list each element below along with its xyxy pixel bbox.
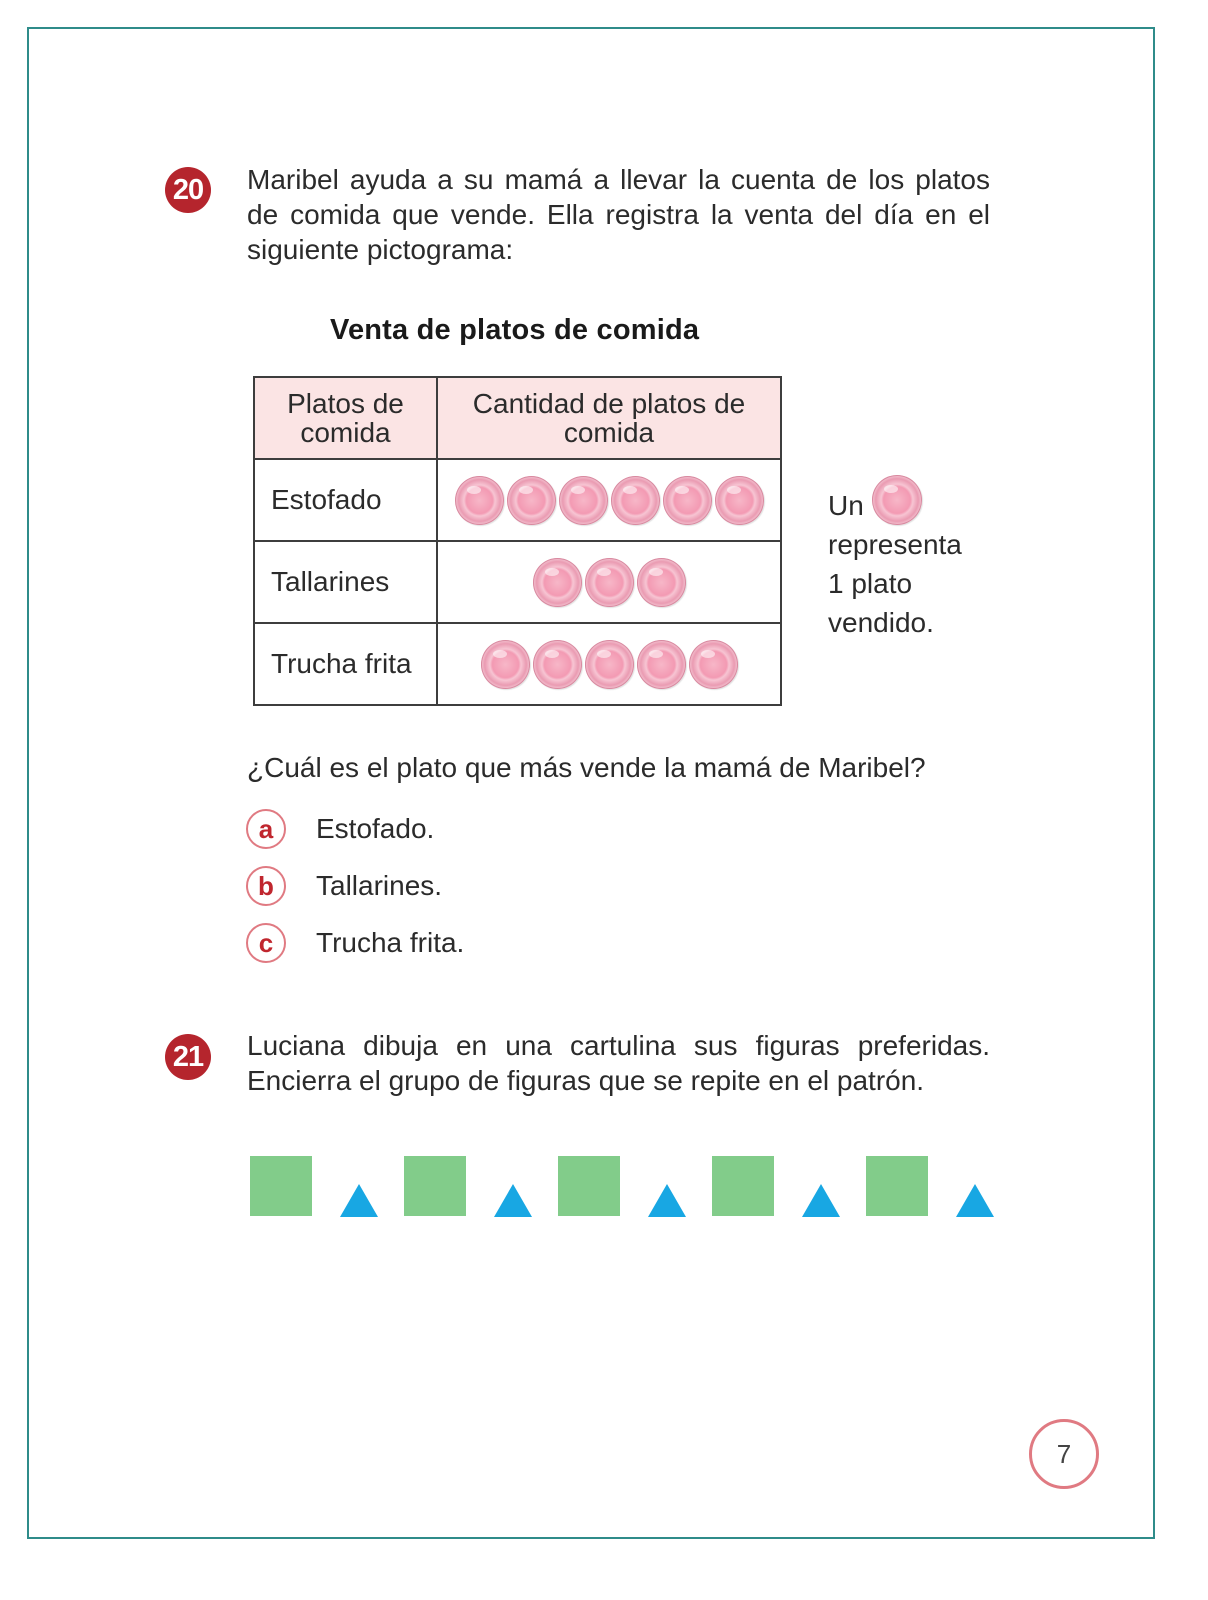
q21-text-line1: Luciana dibuja en una cartulina sus figuras preferidas.: [247, 1030, 990, 1061]
legend-word-sold: vendido.: [828, 607, 934, 638]
blue-triangle-shape[interactable]: [802, 1184, 840, 1217]
option-letter-a[interactable]: a: [246, 809, 286, 849]
option-letter-b[interactable]: b: [246, 866, 286, 906]
option-text-c: Trucha frita.: [316, 927, 465, 958]
plate-icon: [507, 476, 556, 525]
option-text-b: Tallarines.: [316, 870, 443, 901]
legend-word-un: Un: [828, 490, 864, 521]
green-square-shape[interactable]: [866, 1156, 928, 1216]
header-quantity-line1: Cantidad de platos de: [472, 388, 746, 419]
page-number: 7: [1029, 1419, 1099, 1489]
header-quantity: [437, 377, 781, 459]
green-square-shape[interactable]: [712, 1156, 774, 1216]
plate-icon: [715, 476, 764, 525]
q20-question: ¿Cuál es el plato que más vende la mamá de Maribel?: [247, 752, 926, 783]
option-letter-c[interactable]: c: [246, 923, 286, 963]
header-dishes: [254, 377, 437, 459]
chart-title: Venta de platos de comida: [330, 314, 700, 346]
plate-icon: [611, 476, 660, 525]
q20-text-line3: siguiente pictograma:: [247, 234, 514, 265]
q21-text-line2: Encierra el grupo de figuras que se repite en el patrón.: [247, 1065, 925, 1096]
plate-icon: [481, 640, 530, 689]
plate-icon: [533, 558, 582, 607]
row-dish-name: Tallarines: [254, 541, 437, 623]
option-a[interactable]: [246, 808, 434, 850]
plate-icon: [455, 476, 504, 525]
q20-text-line2: de comida que vende. Ella registra la venta del día en el: [247, 199, 990, 230]
row-plate-icons: [437, 541, 781, 623]
option-text-a: Estofado.: [316, 813, 435, 844]
header-dishes-line2: comida: [300, 417, 391, 448]
row-dish-name: Estofado: [254, 459, 437, 541]
blue-triangle-shape[interactable]: [494, 1184, 532, 1217]
pictogram-legend: [828, 475, 962, 642]
header-quantity-line2: comida: [563, 417, 655, 448]
row-dish-name: Trucha frita: [254, 623, 437, 705]
green-square-shape[interactable]: [558, 1156, 620, 1216]
plate-icon: [689, 640, 738, 689]
legend-word-represents: representa: [828, 529, 962, 560]
table-row: [254, 623, 781, 705]
green-square-shape[interactable]: [250, 1156, 312, 1216]
q20-text-line1: Maribel ayuda a su mamá a llevar la cuenta de los platos: [247, 164, 990, 195]
blue-triangle-shape[interactable]: [340, 1184, 378, 1217]
green-square-shape[interactable]: [404, 1156, 466, 1216]
table-row: [254, 459, 781, 541]
plate-icon: [585, 640, 634, 689]
option-c[interactable]: [246, 922, 464, 964]
plate-icon: [663, 476, 712, 525]
plate-icon: [533, 640, 582, 689]
plate-icon: [637, 640, 686, 689]
blue-triangle-shape[interactable]: [648, 1184, 686, 1217]
question-number-20: 20: [165, 167, 211, 213]
legend-word-one-plate: 1 plato: [828, 568, 913, 599]
pictogram-table: [253, 376, 782, 706]
plate-icon: [585, 558, 634, 607]
row-plate-icons: [437, 459, 781, 541]
plate-icon: [559, 476, 608, 525]
option-b[interactable]: [246, 865, 442, 907]
plate-icon: [872, 475, 922, 525]
table-header-row: [254, 377, 781, 459]
plate-icon: [637, 558, 686, 607]
table-row: [254, 541, 781, 623]
question-number-21: 21: [165, 1034, 211, 1080]
row-plate-icons: [437, 623, 781, 705]
blue-triangle-shape[interactable]: [956, 1184, 994, 1217]
header-dishes-line1: Platos de: [287, 388, 404, 419]
